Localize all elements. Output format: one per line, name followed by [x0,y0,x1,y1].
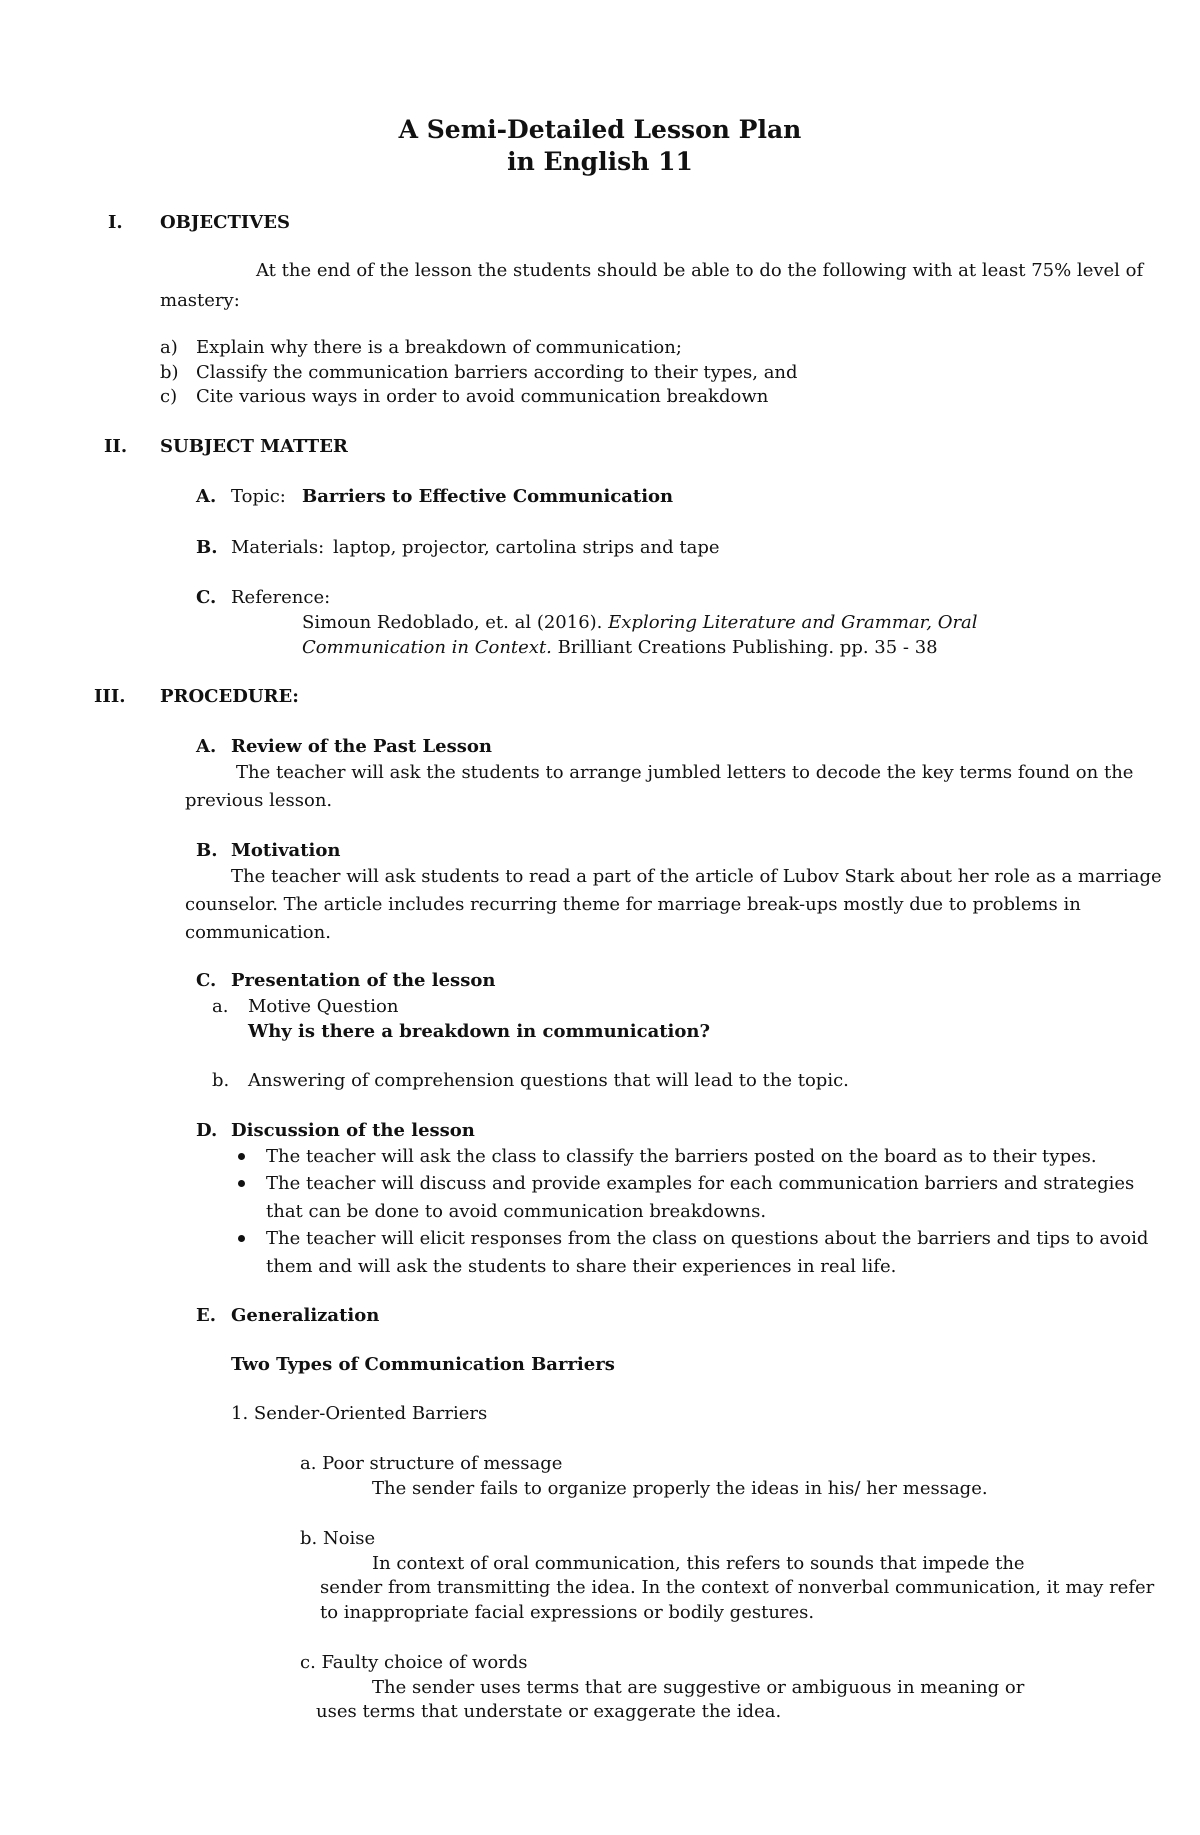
discussion-bullet1: The teacher will ask the class to classify the barriers posted on the board as to their types. [266,1146,1097,1167]
presentation-b-text: Answering of comprehension questions that will lead to the topic. [248,1070,849,1091]
section-heading-objectives: OBJECTIVES [160,212,290,233]
section-numeral-procedure: III. [94,686,126,707]
discussion-bullet2-line1: The teacher will discuss and provide examples for each communication barriers and strategies [266,1173,1135,1194]
objective-marker-a: a) [160,337,178,358]
bullet-icon [238,1180,245,1187]
motivation-heading: Motivation [231,840,341,861]
review-line1: The teacher will ask the students to arrange jumbled letters to decode the key terms found on the [236,762,1134,783]
presentation-marker: C. [196,970,217,991]
review-line2: previous lesson. [185,790,333,811]
reference-title-part2: Communication in Context. [302,637,552,658]
objective-item-a: Explain why there is a breakdown of communication; [196,337,682,358]
barrier-item-b-line3: to inappropriate facial expressions or bodily gestures. [320,1602,815,1623]
presentation-b-marker: b. [212,1070,230,1091]
presentation-heading: Presentation of the lesson [231,970,496,991]
barrier-item-a-title: a. Poor structure of message [300,1453,563,1474]
reference-citation-line2 [302,635,938,661]
document-subtitle: in English 11 [507,147,693,176]
objectives-intro-line2: mastery: [160,290,240,311]
discussion-bullet3-line2: them and will ask the students to share their experiences in real life. [266,1256,897,1277]
review-marker: A. [196,736,217,757]
objective-marker-c: c) [160,386,178,407]
objective-item-b: Classify the communication barriers according to their types, and [196,362,798,383]
generalization-subheading: Two Types of Communication Barriers [231,1354,615,1375]
section-heading-procedure: PROCEDURE: [160,686,299,707]
barrier-item-c-line1: The sender uses terms that are suggestive or ambiguous in meaning or [372,1677,1025,1698]
bullet-icon [238,1153,245,1160]
barrier-item-b-line1: In context of oral communication, this refers to sounds that impede the [372,1553,1025,1574]
presentation-a-text: Motive Question [248,996,399,1017]
barrier-item-b-line2: sender from transmitting the idea. In the context of nonverbal communication, it may refer [320,1577,1155,1598]
generalization-heading: Generalization [231,1305,380,1326]
topic-value: Barriers to Effective Communication [302,486,674,507]
motivation-line2: counselor. The article includes recurring theme for marriage break-ups mostly due to problems in [185,894,1081,915]
materials-value: laptop, projector, cartolina strips and tape [333,537,720,558]
reference-marker: C. [196,587,217,608]
presentation-a-marker: a. [212,996,229,1017]
motivation-line3: communication. [185,922,331,943]
barrier-item-c-line2: uses terms that understate or exaggerate the idea. [316,1701,782,1722]
bullet-icon [238,1235,245,1242]
barrier-item-a-desc: The sender fails to organize properly the ideas in his/ her message. [372,1478,988,1499]
barrier-category-1: 1. Sender-Oriented Barriers [231,1403,488,1424]
materials-marker: B. [196,537,218,558]
barrier-item-b-title: b. Noise [300,1528,376,1549]
reference-title-part1: Exploring Literature and Grammar, Oral [608,612,978,633]
topic-marker: A. [196,486,217,507]
reference-publisher: Brilliant Creations Publishing. pp. 35 - 38 [551,637,938,658]
reference-label: Reference: [231,587,331,608]
section-numeral-subject-matter: II. [104,436,128,457]
discussion-marker: D. [196,1120,218,1141]
motive-question: Why is there a breakdown in communication? [248,1021,711,1042]
reference-author: Simoun Redoblado, et. al (2016). [302,612,609,633]
discussion-bullet3-line1: The teacher will elicit responses from the class on questions about the barriers and tips to avoid [266,1228,1149,1249]
reference-citation-line1 [302,610,978,636]
motivation-line1: The teacher will ask students to read a part of the article of Lubov Stark about her role as a marriage [231,866,1162,887]
objective-marker-b: b) [160,362,179,383]
section-heading-subject-matter: SUBJECT MATTER [160,436,348,457]
section-numeral-objectives: I. [108,212,123,233]
motivation-marker: B. [196,840,218,861]
document-title: A Semi-Detailed Lesson Plan [398,115,802,144]
barrier-item-c-title: c. Faulty choice of words [300,1652,528,1673]
discussion-bullet2-line2: that can be done to avoid communication breakdowns. [266,1201,767,1222]
objective-item-c: Cite various ways in order to avoid communication breakdown [196,386,769,407]
topic-label: Topic: [231,486,286,507]
objectives-intro-line1: At the end of the lesson the students should be able to do the following with at least 75% level of [256,260,1144,281]
materials-label: Materials: [231,537,325,558]
generalization-marker: E. [196,1305,216,1326]
review-heading: Review of the Past Lesson [231,736,492,757]
discussion-heading: Discussion of the lesson [231,1120,475,1141]
